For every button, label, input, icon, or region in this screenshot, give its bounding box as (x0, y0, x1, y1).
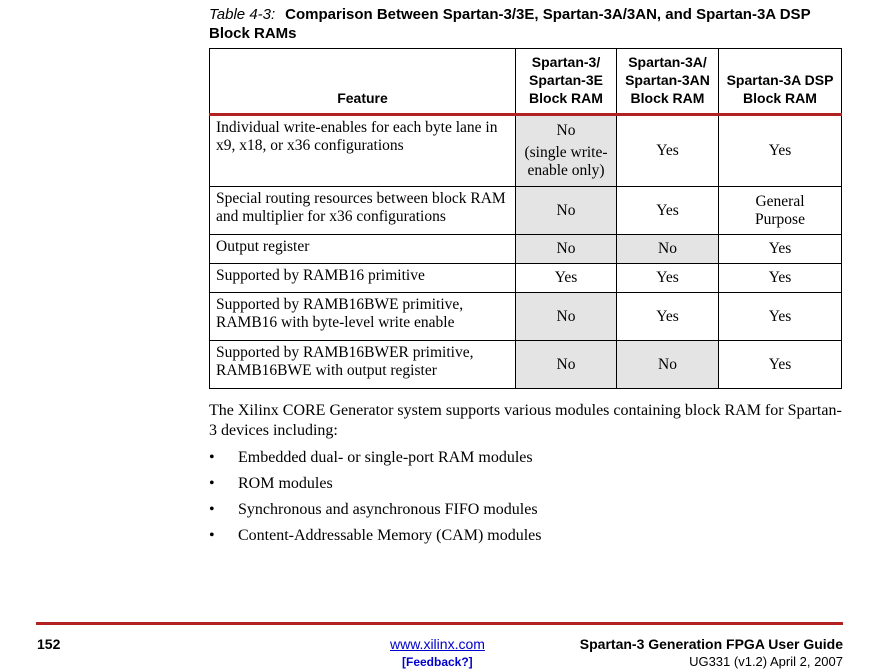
table-row (210, 187, 842, 235)
list-item: • Embedded dual- or single-port RAM modules (209, 449, 533, 466)
table-row (210, 293, 842, 341)
feature-cell: Output register (210, 235, 516, 264)
spartan3a-cell: Yes (617, 293, 719, 341)
spartan3a-dsp-cell: Yes (719, 293, 842, 341)
feature-cell: Supported by RAMB16BWE primitive, RAMB16 with byte-level write enable (210, 293, 516, 341)
table-number: Table 4-3: (209, 6, 276, 23)
spartan3a-cell: No (617, 235, 719, 264)
spartan3a-dsp-cell: Yes (719, 235, 842, 264)
body-paragraph: The Xilinx CORE Generator system supports various modules containing block RAM for Spartan-3 devices including: (209, 402, 842, 439)
document-title: Spartan-3 Generation FPGA User Guide (579, 636, 843, 652)
footer-divider (36, 622, 843, 625)
spartan3-cell: No (516, 187, 617, 235)
table-row (210, 115, 842, 187)
bullet-icon: • (209, 501, 215, 518)
spartan3-cell: No (single write-enable only) (516, 115, 617, 187)
feature-cell: Individual write-enables for each byte lane in x9, x18, or x36 configurations (210, 115, 516, 187)
list-item: • Synchronous and asynchronous FIFO modules (209, 501, 538, 518)
spartan3-cell: Yes (516, 264, 617, 293)
spartan3a-cell: Yes (617, 115, 719, 187)
table-row (210, 235, 842, 264)
spartan3-cell: No (516, 293, 617, 341)
feature-cell: Supported by RAMB16BWER primitive, RAMB16BWE with output register (210, 341, 516, 389)
feature-cell: Supported by RAMB16 primitive (210, 264, 516, 293)
feature-cell: Special routing resources between block RAM and multiplier for x36 configurations (210, 187, 516, 235)
spartan3a-dsp-cell: General Purpose (719, 187, 842, 235)
xilinx-link[interactable]: www.xilinx.com (390, 636, 485, 652)
header-feature: Feature (210, 49, 516, 115)
table-header-row (210, 49, 842, 115)
list-item: • ROM modules (209, 475, 333, 492)
spartan3a-dsp-cell: Yes (719, 341, 842, 389)
spartan3a-cell: Yes (617, 187, 719, 235)
spartan3a-dsp-cell: Yes (719, 264, 842, 293)
feedback-link[interactable]: [Feedback?] (402, 655, 473, 669)
header-spartan3a: Spartan-3A/ Spartan-3AN Block RAM (617, 49, 719, 115)
header-spartan3: Spartan-3/ Spartan-3E Block RAM (516, 49, 617, 115)
module-list (209, 448, 542, 552)
spartan3a-cell: Yes (617, 264, 719, 293)
document-id: UG331 (v1.2) April 2, 2007 (689, 654, 843, 669)
bullet-icon: • (209, 449, 215, 466)
bullet-icon: • (209, 475, 215, 492)
spartan3a-dsp-cell: Yes (719, 115, 842, 187)
spartan3a-cell: No (617, 341, 719, 389)
bullet-icon: • (209, 527, 215, 544)
header-spartan3a-dsp: Spartan-3A DSP Block RAM (719, 49, 842, 115)
table-row (210, 341, 842, 389)
table-row (210, 264, 842, 293)
spartan3-cell: No (516, 235, 617, 264)
spartan3-cell: No (516, 341, 617, 389)
spartan3-note: (single write-enable only) (524, 144, 608, 179)
table-caption (209, 5, 849, 43)
page-number: 152 (37, 636, 61, 652)
table-title: Comparison Between Spartan-3/3E, Spartan-3A/3AN, and Spartan-3A DSP Block RAMs (209, 6, 811, 42)
comparison-table (209, 48, 842, 389)
list-item: • Content-Addressable Memory (CAM) modules (209, 527, 542, 544)
